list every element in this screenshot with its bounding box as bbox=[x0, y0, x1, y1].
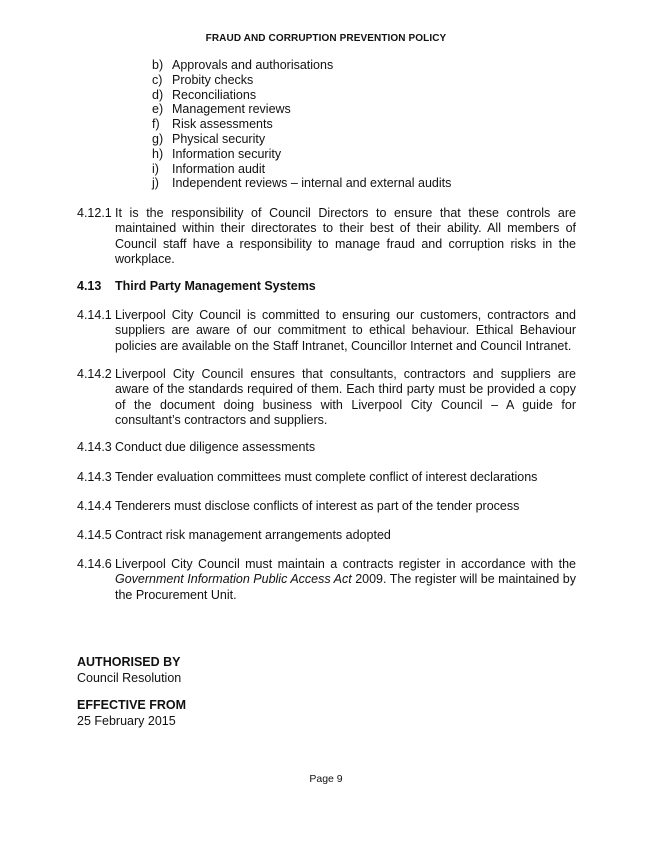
list-item-text: Information audit bbox=[172, 161, 266, 176]
list-item bbox=[152, 132, 451, 147]
list-marker: j) bbox=[152, 176, 159, 191]
paragraph-number: 4.14.3 bbox=[77, 440, 112, 454]
list-marker: h) bbox=[152, 146, 164, 161]
act-title: Government Information Public Access Act bbox=[115, 572, 352, 587]
page-number: Page 9 bbox=[309, 773, 343, 785]
authorised-by-label: AUTHORISED BY bbox=[77, 655, 181, 669]
paragraph-text: Liverpool City Council ensures that consultants, contractors and suppliers are aware of the standards required of them. Each third party must be provided a copy of the document doing business with Liverpool City Council – A guide for consultant’s contractors and suppliers. bbox=[115, 367, 576, 427]
paragraph-text: Contract risk management arrangements adopted bbox=[115, 528, 391, 542]
list-item-text: Physical security bbox=[172, 131, 266, 146]
list-item bbox=[152, 102, 451, 117]
effective-from-value: 25 February 2015 bbox=[77, 713, 176, 728]
authorised-by-block bbox=[77, 655, 181, 686]
list-item-text: Independent reviews – internal and external audits bbox=[172, 176, 452, 191]
list-item-text: Information security bbox=[172, 146, 282, 161]
list-item-text: Approvals and authorisations bbox=[172, 58, 334, 72]
list-marker: i) bbox=[152, 161, 159, 176]
list-item bbox=[152, 117, 451, 132]
list-marker: b) bbox=[152, 58, 164, 72]
paragraph-number: 4.14.4 bbox=[77, 499, 112, 513]
text-after-act: 2009. The register will be maintained by the Procurement Unit. bbox=[115, 572, 576, 602]
paragraph-4-14-4 bbox=[77, 499, 576, 514]
paragraph-number: 4.12.1 bbox=[77, 206, 112, 220]
paragraph-number: 4.14.2 bbox=[77, 367, 112, 381]
effective-from-label: EFFECTIVE FROM bbox=[77, 698, 187, 712]
section-heading-4-13 bbox=[77, 279, 316, 293]
paragraph-4-14-3-tender bbox=[77, 470, 576, 485]
list-item-text: Probity checks bbox=[172, 72, 254, 87]
authorised-by-value: Council Resolution bbox=[77, 670, 182, 685]
paragraph-text: Tender evaluation committees must complete conflict of interest declarations bbox=[115, 470, 538, 484]
section-number: 4.13 bbox=[77, 279, 102, 293]
list-marker: f) bbox=[152, 117, 160, 132]
paragraph-number: 4.14.5 bbox=[77, 528, 112, 542]
list-item-text: Reconciliations bbox=[172, 87, 257, 102]
list-item bbox=[152, 73, 451, 88]
paragraph-4-14-2 bbox=[77, 367, 576, 428]
list-item-text: Management reviews bbox=[172, 102, 291, 117]
list-marker: d) bbox=[152, 87, 164, 102]
paragraph-4-14-5 bbox=[77, 528, 576, 543]
paragraph-text: Tenderers must disclose conflicts of interest as part of the tender process bbox=[115, 499, 520, 513]
list-item bbox=[152, 147, 451, 162]
list-marker: c) bbox=[152, 72, 163, 87]
list-item bbox=[152, 162, 451, 177]
paragraph-text: Liverpool City Council is committed to ensuring our customers, contractors and suppliers are aware of our commitment to ethical behaviour. Ethical Behaviour policies are available on the Staff Intranet, Councillor Internet and Council Intranet. bbox=[115, 308, 576, 353]
list-item bbox=[152, 58, 451, 73]
paragraph-text bbox=[77, 557, 576, 603]
text-before-act: Liverpool City Council must maintain a contracts register in accordance with the bbox=[115, 557, 576, 571]
page-header: FRAUD AND CORRUPTION PREVENTION POLICY bbox=[205, 33, 447, 44]
paragraph-text: It is the responsibility of Council Directors to ensure that these controls are maintained within their directorates to their best of their ability. All members of Council staff have a responsibility to manage fraud and corruption risks in the workplace. bbox=[115, 206, 576, 266]
list-marker: g) bbox=[152, 131, 164, 146]
paragraph-number: 4.14.6 bbox=[77, 557, 112, 571]
paragraph-4-12-1 bbox=[77, 206, 576, 267]
paragraph-text: Conduct due diligence assessments bbox=[115, 440, 316, 454]
paragraph-4-14-6 bbox=[77, 557, 576, 603]
controls-list bbox=[152, 58, 451, 191]
paragraph-number: 4.14.1 bbox=[77, 308, 112, 322]
list-item bbox=[152, 176, 451, 191]
paragraph-4-14-3-diligence bbox=[77, 440, 576, 455]
effective-from-block bbox=[77, 698, 186, 729]
list-item bbox=[152, 88, 451, 103]
list-item-text: Risk assessments bbox=[172, 117, 273, 132]
list-marker: e) bbox=[152, 102, 164, 117]
paragraph-number: 4.14.3 bbox=[77, 470, 112, 484]
paragraph-4-14-1 bbox=[77, 308, 576, 354]
section-title: Third Party Management Systems bbox=[115, 279, 316, 293]
